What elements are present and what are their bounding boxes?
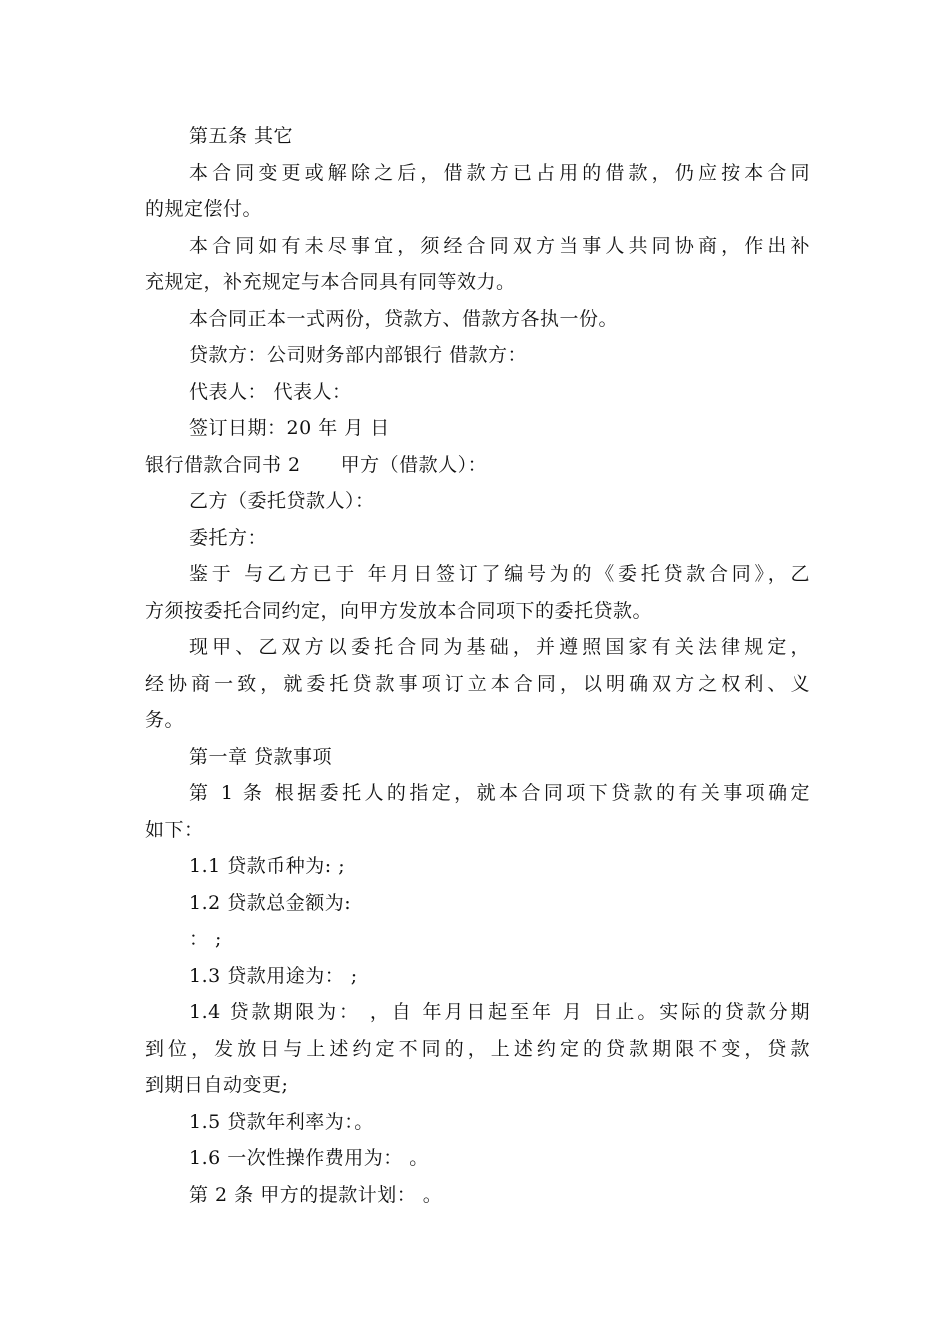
document-line: 的规定偿付。 xyxy=(145,198,263,220)
document-line: 经协商一致，就委托贷款事项订立本合同，以明确双方之权利、义 xyxy=(145,672,810,695)
document-line: 1.2 贷款总金额为: xyxy=(189,891,352,914)
document-line: 本合同如有未尽事宜，须经合同双方当事人共同协商，作出补 xyxy=(189,234,810,257)
contract-title: 银行借款合同书 2 xyxy=(145,453,301,476)
document-line: 第一章 贷款事项 xyxy=(189,745,333,768)
document-line: 1.5 贷款年利率为：。 xyxy=(189,1110,374,1133)
document-line: 贷款方：公司财务部内部银行 借款方： xyxy=(189,344,528,366)
document-line: 1.4 贷款期限为： ，自 年月日起至年 月 日止。实际的贷款分期 xyxy=(189,1001,810,1023)
document-body xyxy=(145,118,810,1213)
document-line: 乙方（委托贷款人）： xyxy=(189,490,375,512)
document-heading-line xyxy=(145,447,810,484)
party-a-label: 甲方（借款人）： xyxy=(340,453,488,476)
document-line: 第 2 条 甲方的提款计划： 。 xyxy=(189,1183,443,1206)
document-line: 第五条 其它 xyxy=(189,125,294,147)
document-line: 方须按委托合同约定，向甲方发放本合同项下的委托贷款。 xyxy=(145,599,653,622)
document-line: 本合同正本一式两份，贷款方、借款方各执一份。 xyxy=(189,307,619,330)
document-line: 代表人： 代表人： xyxy=(189,380,352,403)
document-line: 到期日自动变更; xyxy=(145,1074,289,1096)
document-line: 充规定，补充规定与本合同具有同等效力。 xyxy=(145,271,516,293)
document-line: 第 1 条 根据委托人的指定，就本合同项下贷款的有关事项确定 xyxy=(189,782,810,804)
document-line: 签订日期：20 年 月 日 xyxy=(189,417,390,439)
document-line: 1.1 贷款币种为: ; xyxy=(189,855,346,877)
document-line: 如下： xyxy=(145,818,204,841)
document-line: 1.3 贷款用途为： ; xyxy=(189,964,358,987)
document-line: 到位，发放日与上述约定不同的，上述约定的贷款期限不变，贷款 xyxy=(145,1037,810,1060)
document-line: 本合同变更或解除之后，借款方已占用的借款，仍应按本合同 xyxy=(189,161,810,184)
document-line: 现甲、乙双方以委托合同为基础，并遵照国家有关法律规定， xyxy=(189,636,810,658)
document-line: ： ; xyxy=(189,928,222,950)
document-line: 1.6 一次性操作费用为： 。 xyxy=(189,1147,429,1169)
document-line: 委托方： xyxy=(189,526,268,549)
document-line: 鉴于 与乙方已于 年月日签订了编号为的《委托贷款合同》，乙 xyxy=(189,563,810,585)
document-line: 务。 xyxy=(145,709,185,731)
